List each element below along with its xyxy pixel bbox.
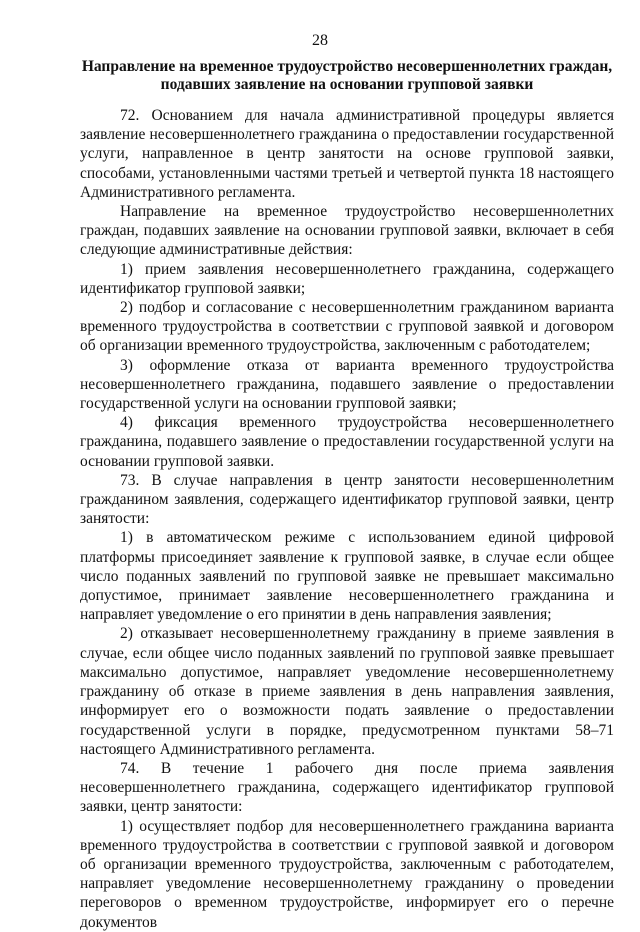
paragraph: Направление на временное трудоустройство несовершеннолетних граждан, подавших заявление на основании групповой заявки, включает в себя следующие административные действия: bbox=[80, 203, 614, 259]
paragraph: 3) оформление отказа от варианта временного трудоустройства несовершеннолетнего гражданина, подавшего заявление о предоставлении государственной услуги на основании групповой заявки; bbox=[80, 356, 614, 413]
paragraph: 74. В течение 1 рабочего дня после приема заявления несовершеннолетнего гражданина, содержащего идентификатор групповой заявки, центр занятости: bbox=[80, 759, 614, 816]
section-heading-line: подавших заявление на основании групповой заявки bbox=[160, 76, 534, 93]
paragraph: 1) осуществляет подбор для несовершеннолетнего гражданина варианта временного трудоустройства в соответствии с групповой заявкой и договором об организации временного трудоустройства, заключенным с работодателем, направляет уведомление несовершеннолетнему гражданину о проведении переговоров о временном трудоустройстве, информирует его о перечне документов bbox=[80, 817, 614, 931]
document-body bbox=[80, 106, 614, 932]
paragraph: 2) подбор и согласование с несовершеннолетним гражданином варианта временного трудоустройства в соответствии с групповой заявкой и договором об организации временного трудоустройства, заключенным с работодателем; bbox=[80, 299, 614, 355]
paragraph: 1) в автоматическом режиме с использованием единой цифровой платформы присоединяет заявление к групповой заявке, в случае если общее число поданных заявлений по групповой заявке не превышает максимально допустимое, принимает заявление несовершеннолетнего гражданина и направляет уведомление о его принятии в день направления заявления; bbox=[80, 529, 614, 624]
paragraph: 72. Основанием для начала административной процедуры является заявление несовершеннолетнего гражданина о предоставлении государственной услуги, направленное в центр занятости на основе групповой заявки, способами, установленными частями третьей и четвертой пункта 18 настоящего Административного регламента. bbox=[80, 107, 614, 201]
section-heading bbox=[80, 58, 614, 94]
paragraph: 4) фиксация временного трудоустройства несовершеннолетнего гражданина, подавшего заявление о предоставлении государственной услуги на основании групповой заявки. bbox=[80, 414, 614, 470]
section-heading-line: Направление на временное трудоустройство несовершеннолетних граждан, bbox=[81, 58, 613, 75]
paragraph: 73. В случае направления в центр занятости несовершеннолетним гражданином заявления, содержащего идентификатор групповой заявки, центр занятости: bbox=[80, 471, 614, 528]
page-number: 28 bbox=[312, 32, 328, 49]
paragraph: 1) прием заявления несовершеннолетнего гражданина, содержащего идентификатор групповой заявки; bbox=[80, 260, 614, 297]
paragraph: 2) отказывает несовершеннолетнему гражданину в приеме заявления в случае, если общее число поданных заявлений по групповой заявке превышает максимально допустимое, направляет уведомление несовершеннолетнему гражданину об отказе в приеме заявления в день направления заявления, информирует его о возможности подать заявление о предоставлении государственной услуги в порядке, предусмотренном пунктами 58–71 настоящего Административного регламента. bbox=[80, 625, 614, 758]
